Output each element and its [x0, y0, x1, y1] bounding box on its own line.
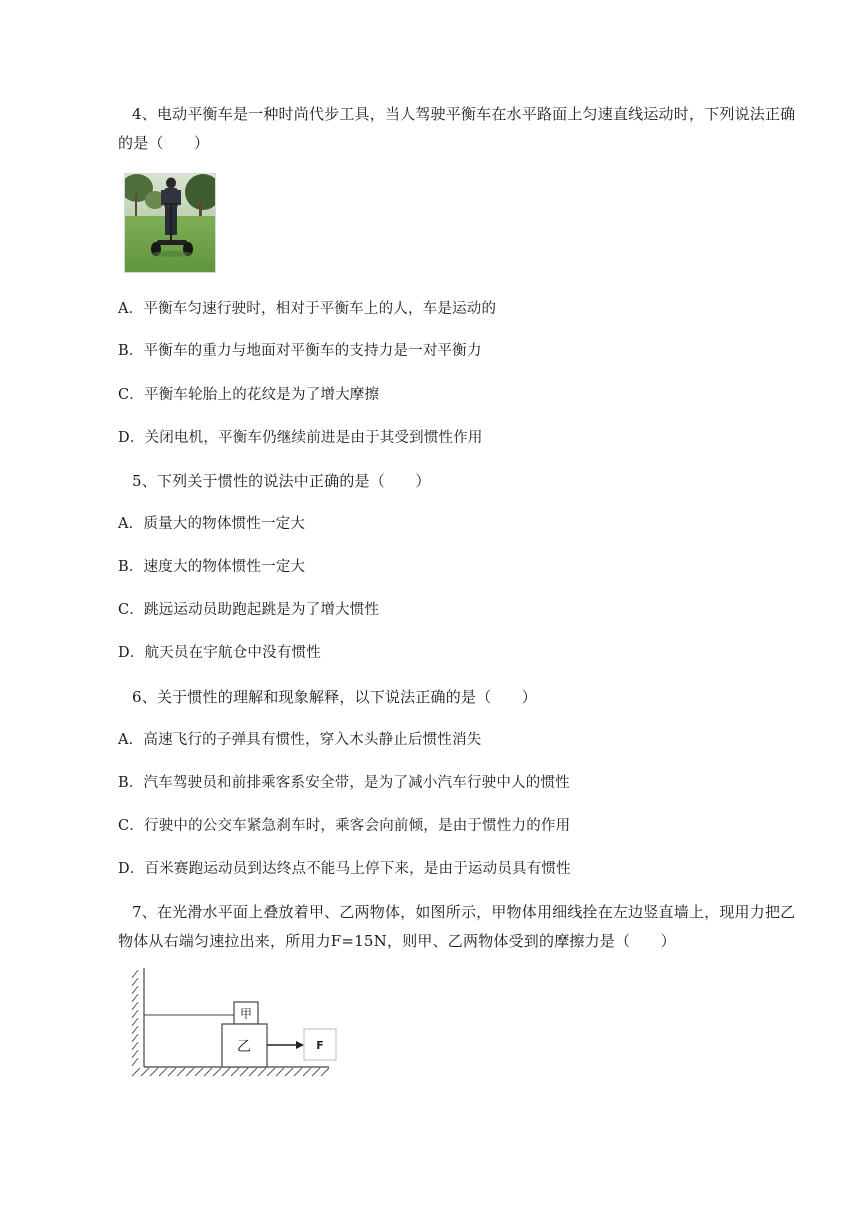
question-4-option-b: B．平衡车的重力与地面对平衡车的支持力是一对平衡力: [118, 343, 482, 359]
question-7-stem: [118, 898, 808, 956]
question-4-text: 电动平衡车是一种时尚代步工具，当人驾驶平衡车在水平路面上匀速直线运动时，下列说法正确的是（ ）: [118, 105, 796, 152]
force-label: F: [316, 1039, 324, 1052]
question-6-option-d: D．百米赛跑运动员到达终点不能马上停下来，是由于运动员具有惯性: [118, 861, 571, 877]
question-5-option-b: B．速度大的物体惯性一定大: [118, 559, 306, 575]
question-5-text: 下列关于惯性的说法中正确的是（ ）: [156, 472, 431, 490]
question-5-option-a: A．质量大的物体惯性一定大: [118, 516, 306, 532]
force-arrow-head: [296, 1041, 304, 1049]
question-4-number: 4、: [132, 105, 157, 123]
question-6-option-c: C．行驶中的公交车紧急刹车时，乘客会向前倾，是由于惯性力的作用: [118, 818, 571, 834]
balance-scooter-photo: [124, 173, 216, 273]
question-4-option-a: A．平衡车匀速行驶时，相对于平衡车上的人，车是运动的: [118, 301, 497, 317]
question-5-number: 5、: [132, 472, 157, 490]
question-4-option-c: C．平衡车轮胎上的花纹是为了增大摩擦: [118, 387, 380, 403]
question-6-text: 关于惯性的理解和现象解释，以下说法正确的是（ ）: [156, 688, 537, 706]
question-7-text: 在光滑水平面上叠放着甲、乙两物体，如图所示，甲物体用细线拴在左边竖直墙上，现用力把乙物体从右端匀速拉出来，所用力F=15N，则甲、乙两物体受到的摩擦力是（ ）: [118, 903, 796, 950]
question-5-stem: [118, 467, 808, 496]
block-jia-label: 甲: [239, 1007, 253, 1021]
question-6-stem: [118, 683, 808, 712]
question-7-number: 7、: [132, 903, 157, 921]
question-6-option-b: B．汽车驾驶员和前排乘客系安全带，是为了减小汽车行驶中人的惯性: [118, 775, 570, 791]
question-6-option-a: A．高速飞行的子弹具有惯性，穿入木头静止后惯性消失: [118, 732, 482, 748]
question-4-stem: [118, 100, 808, 158]
block-yi-label: 乙: [237, 1039, 251, 1055]
question-5-option-d: D．航天员在宇航仓中没有惯性: [118, 645, 321, 661]
question-4-option-d: D．关闭电机，平衡车仍继续前进是由于其受到惯性作用: [118, 430, 483, 446]
floor-hatching: [132, 1068, 329, 1076]
stacked-blocks-figure: [124, 964, 340, 1080]
question-5-option-c: C．跳远运动员助跑起跳是为了增大惯性: [118, 602, 380, 618]
wall-hatching: [132, 970, 138, 1066]
question-6-number: 6、: [132, 688, 157, 706]
